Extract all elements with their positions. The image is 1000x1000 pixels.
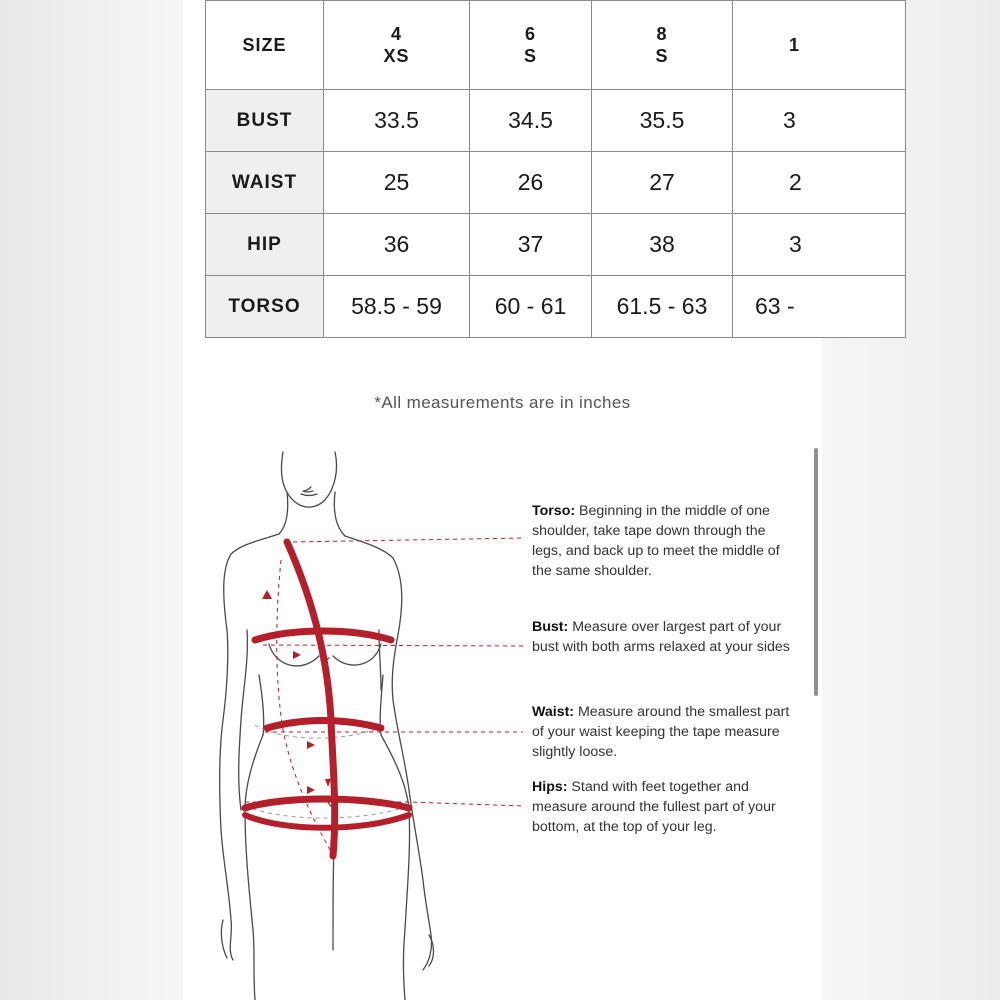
table-row-waist (206, 152, 906, 214)
waist-text: Measure around the smallest part of your waist keeping the tape measure slightly loose. (532, 704, 790, 760)
size-number: 4 (390, 24, 402, 44)
torso-instruction (532, 501, 792, 581)
table-row-hip (206, 214, 906, 276)
table-cell: 38 (592, 214, 733, 276)
hips-title: Hips: (532, 779, 568, 795)
table-cell: 63 - (733, 276, 906, 338)
arrow-icons (262, 590, 331, 794)
size-table-container[interactable] (205, 0, 802, 338)
waist-instruction (532, 702, 792, 762)
table-cell: 58.5 - 59 (324, 276, 470, 338)
size-column-header (733, 1, 906, 90)
table-row-bust (206, 90, 906, 152)
row-label: HIP (206, 214, 324, 276)
table-cell: 3 (733, 214, 906, 276)
table-cell: 33.5 (324, 90, 470, 152)
measurement-note: *All measurements are in inches (374, 393, 631, 412)
row-label: BUST (206, 90, 324, 152)
left-background (0, 0, 183, 1000)
hips-text: Stand with feet together and measure around the fullest part of your bottom, at the top of your leg. (532, 779, 776, 835)
table-row-torso (206, 276, 906, 338)
row-label: TORSO (206, 276, 324, 338)
size-number: 6 (524, 24, 536, 44)
torso-title: Torso: (532, 503, 576, 519)
size-number: 1 (789, 35, 801, 55)
size-column-header (592, 1, 733, 90)
size-code: S (523, 46, 537, 66)
size-guide-page (183, 0, 822, 1000)
waist-title: Waist: (532, 704, 575, 720)
guide-lines (245, 538, 523, 855)
table-cell: 34.5 (470, 90, 592, 152)
bust-title: Bust: (532, 619, 569, 635)
size-header-row (206, 1, 906, 90)
size-column-header (324, 1, 470, 90)
size-number: 8 (656, 24, 668, 44)
size-code: XS (383, 46, 410, 66)
table-cell: 2 (733, 152, 906, 214)
table-cell: 61.5 - 63 (592, 276, 733, 338)
table-cell: 27 (592, 152, 733, 214)
table-cell: 26 (470, 152, 592, 214)
table-cell: 25 (324, 152, 470, 214)
bust-text: Measure over largest part of your bust with both arms relaxed at your sides (532, 619, 790, 655)
table-cell: 36 (324, 214, 470, 276)
torso-text: Beginning in the middle of one shoulder, take tape down through the legs, and back up to meet the middle of the same shoulder. (532, 503, 780, 579)
bust-instruction (532, 617, 792, 657)
table-cell: 60 - 61 (470, 276, 592, 338)
size-label: SIZE (206, 1, 324, 90)
table-cell: 37 (470, 214, 592, 276)
row-label: WAIST (206, 152, 324, 214)
tape-measure (245, 542, 409, 856)
size-table (205, 0, 906, 338)
table-cell: 3 (733, 90, 906, 152)
size-column-header (470, 1, 592, 90)
table-cell: 35.5 (592, 90, 733, 152)
hips-instruction (532, 777, 792, 837)
body-outline (220, 452, 434, 1000)
scrollbar[interactable] (814, 448, 818, 696)
size-code: S (655, 46, 669, 66)
